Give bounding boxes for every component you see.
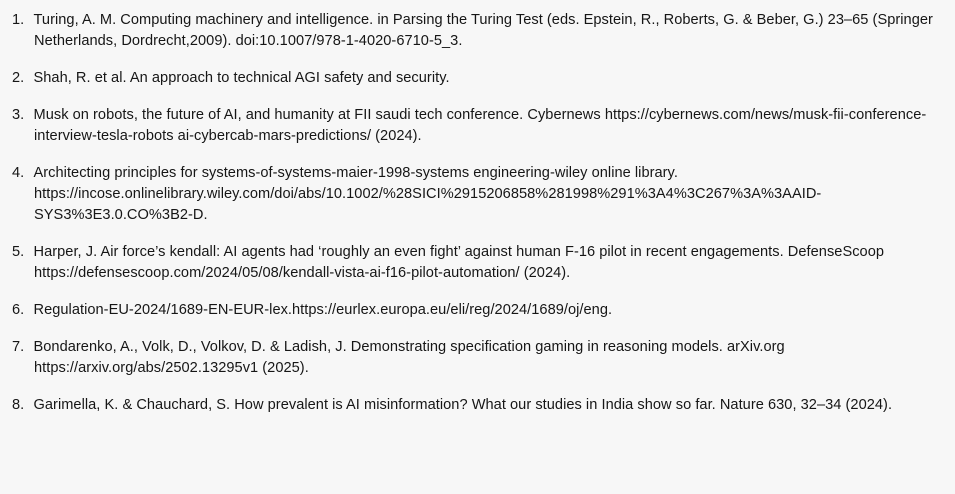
list-item bbox=[12, 337, 943, 379]
reference-text: Regulation-EU-2024/1689-EN-EUR-lex.https://eurlex.europa.eu/eli/reg/2024/1689/oj/eng. bbox=[33, 302, 613, 318]
reference-text: Turing, A. M. Computing machinery and intelligence. in Parsing the Turing Test (eds. Epstein, R., Roberts, G. & Beber, G.) 23–65 (Springer Netherlands, Dordrecht,2009). doi:10.1007/978-1-4020-6710-5_3. bbox=[33, 12, 933, 49]
reference-text: Garimella, K. & Chauchard, S. How prevalent is AI misinformation? What our studies in India show so far. Nature 630, 32–34 (2024). bbox=[33, 397, 893, 413]
reference-text: Shah, R. et al. An approach to technical AGI safety and security. bbox=[33, 70, 450, 86]
reference-number: 8. bbox=[12, 397, 25, 413]
list-item bbox=[12, 395, 943, 416]
reference-number: 5. bbox=[12, 244, 25, 260]
reference-text: Musk on robots, the future of AI, and humanity at FII saudi tech conference. Cybernews https://cybernews.com/news/musk-fii-conference-interview-tesla-robots ai-cybercab-mars-predictions/ (2024). bbox=[33, 107, 927, 144]
reference-text: Harper, J. Air force’s kendall: AI agents had ‘roughly an even fight’ against human F-16 pilot in recent engagements. DefenseScoop https://defensescoop.com/2024/05/08/kendall-vista-ai-f16-pilot-automation/ (2024). bbox=[33, 244, 885, 281]
reference-text: Bondarenko, A., Volk, D., Volkov, D. & Ladish, J. Demonstrating specification gaming in reasoning models. arXiv.org https://arxiv.org/abs/2502.13295v1 (2025). bbox=[33, 339, 785, 376]
reference-list bbox=[12, 10, 943, 416]
reference-number: 3. bbox=[12, 107, 25, 123]
list-item bbox=[12, 242, 943, 284]
list-item bbox=[12, 300, 943, 321]
list-item bbox=[12, 105, 943, 147]
list-item bbox=[12, 68, 943, 89]
list-item bbox=[12, 163, 943, 226]
reference-number: 1. bbox=[12, 12, 25, 28]
reference-number: 4. bbox=[12, 165, 25, 181]
reference-text: Architecting principles for systems-of-systems-maier-1998-systems engineering-wiley online library. https://incose.onlinelibrary.wiley.com/doi/abs/10.1002/%28SICI%2915206858%281998%291%3A4%3C267%3A%3AAID-SYS3%3E3.0.CO%3B2-D. bbox=[33, 165, 822, 223]
reference-number: 2. bbox=[12, 70, 25, 86]
reference-number: 6. bbox=[12, 302, 25, 318]
list-item bbox=[12, 10, 943, 52]
reference-number: 7. bbox=[12, 339, 25, 355]
